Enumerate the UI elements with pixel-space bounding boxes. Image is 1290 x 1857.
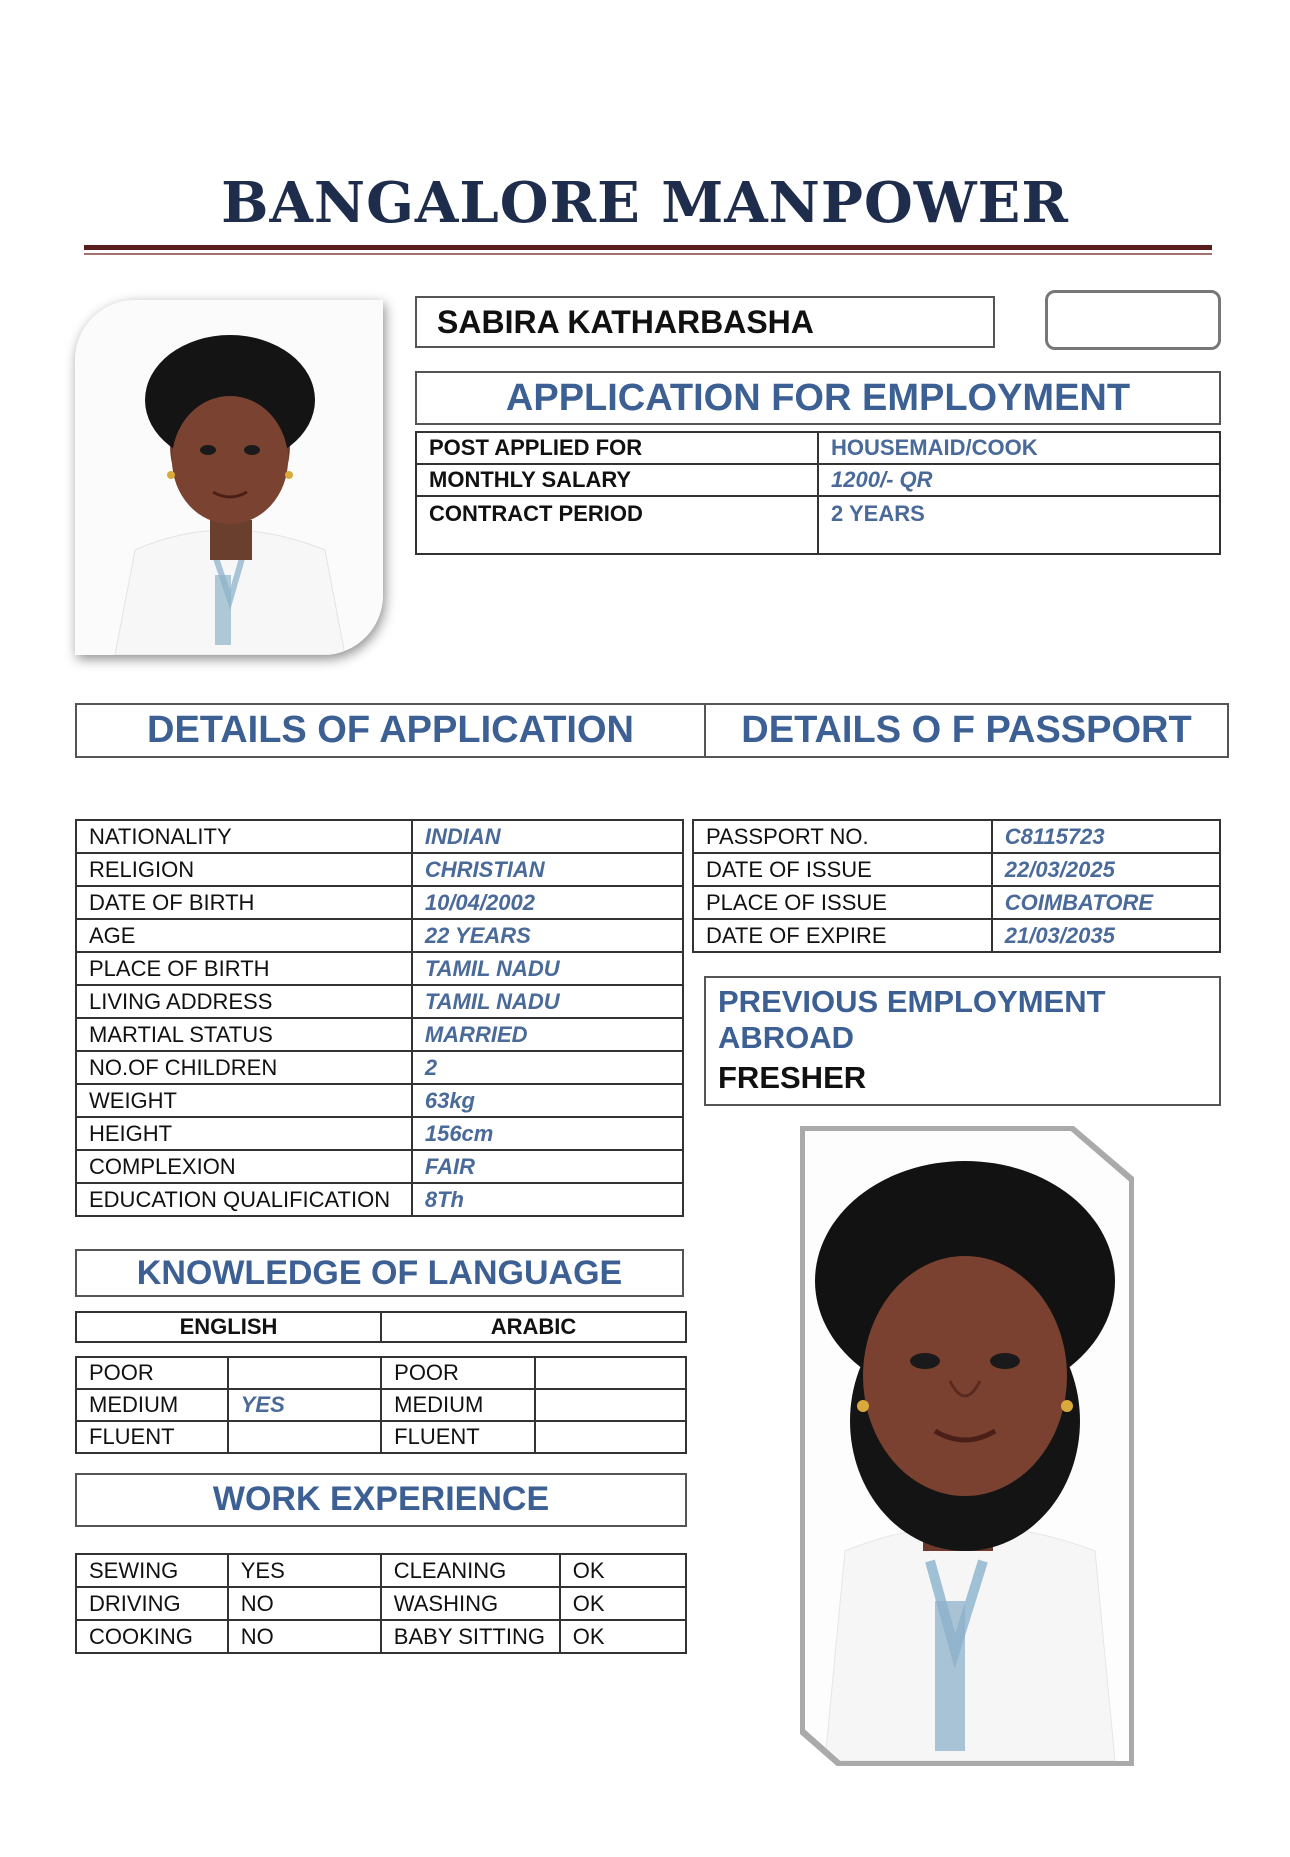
detail-value: 8Th (412, 1183, 683, 1216)
table-row (76, 1421, 686, 1453)
candidate-name: SABIRA KATHARBASHA (415, 296, 995, 348)
level-label: FLUENT (76, 1421, 228, 1453)
detail-value: INDIAN (412, 820, 683, 853)
table-row (76, 1018, 683, 1051)
detail-label: NATIONALITY (76, 820, 412, 853)
table-row (76, 1051, 683, 1084)
skill-label: CLEANING (381, 1554, 560, 1587)
previous-employment-value: FRESHER (718, 1060, 867, 1095)
arabic-label: ARABIC (381, 1312, 686, 1342)
detail-value: FAIR (412, 1150, 683, 1183)
candidate-photo-large (805, 1131, 1129, 1761)
post-table (415, 431, 1221, 555)
detail-value: TAMIL NADU (412, 952, 683, 985)
detail-label: MARTIAL STATUS (76, 1018, 412, 1051)
level-label: MEDIUM (381, 1389, 535, 1421)
details-header (75, 703, 1221, 758)
detail-value: 10/04/2002 (412, 886, 683, 919)
skill-label: WASHING (381, 1587, 560, 1620)
table-row (76, 853, 683, 886)
table-row (416, 496, 1220, 554)
skill-label: DRIVING (76, 1587, 228, 1620)
passport-value: 22/03/2025 (992, 853, 1220, 886)
passport-table (692, 819, 1221, 953)
detail-label: RELIGION (76, 853, 412, 886)
previous-employment-title: PREVIOUS EMPLOYMENT ABROAD (718, 984, 1106, 1055)
contract-value: 2 YEARS (818, 496, 1220, 554)
detail-label: LIVING ADDRESS (76, 985, 412, 1018)
portrait-large-image (805, 1131, 1129, 1761)
detail-label: DATE OF BIRTH (76, 886, 412, 919)
english-label: ENGLISH (76, 1312, 381, 1342)
table-row (693, 886, 1220, 919)
english-value: YES (228, 1389, 381, 1421)
passport-label: PASSPORT NO. (693, 820, 992, 853)
passport-value: 21/03/2035 (992, 919, 1220, 952)
detail-label: WEIGHT (76, 1084, 412, 1117)
table-row (76, 1117, 683, 1150)
details-application-heading: DETAILS OF APPLICATION (75, 703, 706, 758)
table-row (76, 1389, 686, 1421)
level-label: MEDIUM (76, 1389, 228, 1421)
table-row (76, 886, 683, 919)
table-row (76, 820, 683, 853)
details-passport-heading: DETAILS O F PASSPORT (704, 703, 1229, 758)
detail-label: PLACE OF BIRTH (76, 952, 412, 985)
passport-label: DATE OF ISSUE (693, 853, 992, 886)
skill-value: NO (228, 1620, 381, 1653)
arabic-value (535, 1421, 686, 1453)
table-row (76, 1084, 683, 1117)
table-row (416, 432, 1220, 464)
detail-value: MARRIED (412, 1018, 683, 1051)
passport-label: PLACE OF ISSUE (693, 886, 992, 919)
application-title: APPLICATION FOR EMPLOYMENT (415, 371, 1221, 425)
table-row (76, 919, 683, 952)
skill-label: SEWING (76, 1554, 228, 1587)
candidate-photo-small (75, 300, 383, 655)
level-label: POOR (381, 1357, 535, 1389)
application-details-table (75, 819, 684, 1217)
table-row (693, 820, 1220, 853)
skill-value: NO (228, 1587, 381, 1620)
level-label: POOR (76, 1357, 228, 1389)
salary-label: MONTHLY SALARY (416, 464, 818, 496)
detail-value: 156cm (412, 1117, 683, 1150)
work-experience-table (75, 1553, 687, 1654)
table-row (76, 1554, 686, 1587)
table-row (416, 464, 1220, 496)
passport-value: COIMBATORE (992, 886, 1220, 919)
table-row (76, 1183, 683, 1216)
detail-value: 2 (412, 1051, 683, 1084)
english-value (228, 1357, 381, 1389)
detail-label: AGE (76, 919, 412, 952)
language-heading: KNOWLEDGE OF LANGUAGE (75, 1249, 684, 1297)
detail-label: COMPLEXION (76, 1150, 412, 1183)
table-row (76, 1312, 686, 1342)
contract-label: CONTRACT PERIOD (416, 496, 818, 554)
detail-value: 63kg (412, 1084, 683, 1117)
skill-label: COOKING (76, 1620, 228, 1653)
header-rule-thin (84, 253, 1212, 255)
english-value (228, 1421, 381, 1453)
reference-box (1045, 290, 1221, 350)
language-table (75, 1356, 687, 1454)
detail-label: HEIGHT (76, 1117, 412, 1150)
post-value: HOUSEMAID/COOK (818, 432, 1220, 464)
skill-value: OK (560, 1620, 686, 1653)
detail-label: EDUCATION QUALIFICATION (76, 1183, 412, 1216)
table-row (693, 919, 1220, 952)
table-row (76, 1357, 686, 1389)
skill-value: YES (228, 1554, 381, 1587)
table-row (76, 952, 683, 985)
detail-label: NO.OF CHILDREN (76, 1051, 412, 1084)
level-label: FLUENT (381, 1421, 535, 1453)
detail-value: CHRISTIAN (412, 853, 683, 886)
salary-value: 1200/- QR (818, 464, 1220, 496)
detail-value: 22 YEARS (412, 919, 683, 952)
previous-employment-box (704, 976, 1221, 1106)
work-experience-heading: WORK EXPERIENCE (75, 1473, 687, 1527)
skill-value: OK (560, 1554, 686, 1587)
table-row (76, 1150, 683, 1183)
skill-label: BABY SITTING (381, 1620, 560, 1653)
skill-value: OK (560, 1587, 686, 1620)
passport-value: C8115723 (992, 820, 1220, 853)
post-label: POST APPLIED FOR (416, 432, 818, 464)
portrait-small-image (75, 300, 383, 655)
passport-label: DATE OF EXPIRE (693, 919, 992, 952)
arabic-value (535, 1357, 686, 1389)
language-header-table (75, 1311, 687, 1343)
table-row (693, 853, 1220, 886)
table-row (76, 1587, 686, 1620)
table-row (76, 985, 683, 1018)
company-title: BANGALORE MANPOWER (221, 170, 1069, 236)
table-row (76, 1620, 686, 1653)
detail-value: TAMIL NADU (412, 985, 683, 1018)
header-rule (84, 245, 1212, 250)
arabic-value (535, 1389, 686, 1421)
